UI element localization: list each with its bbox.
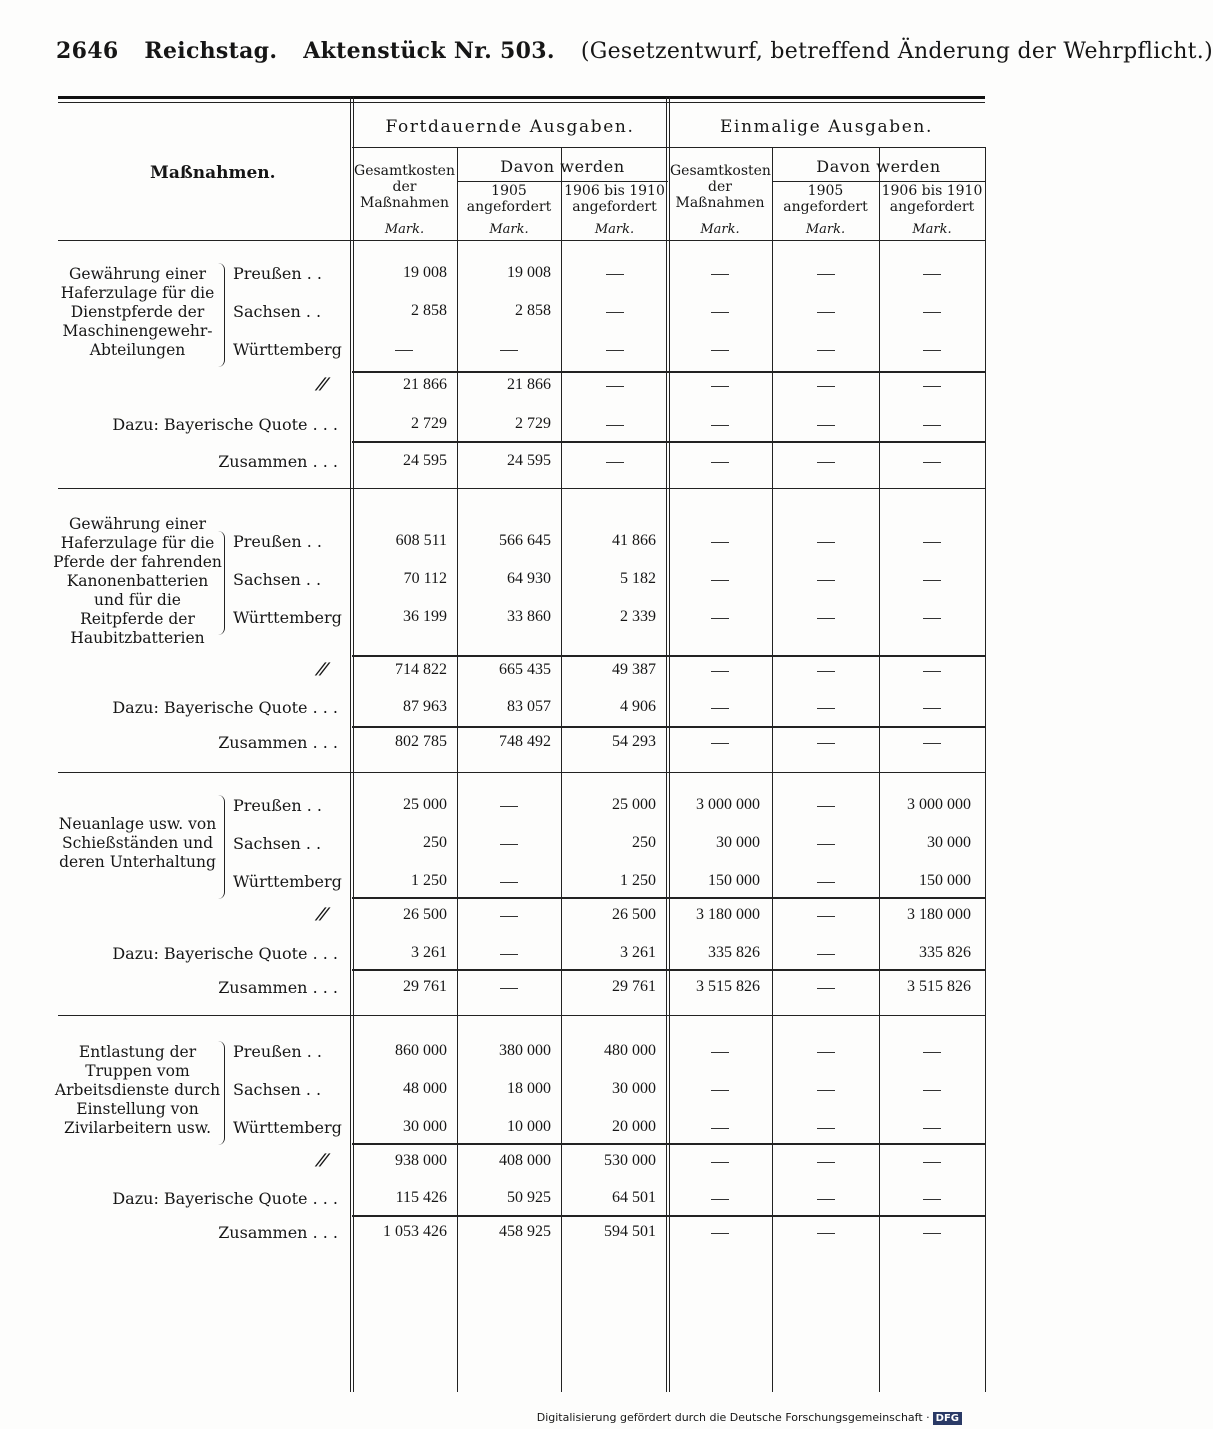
column-rule [457,147,458,1392]
empty-value-dash [500,882,518,883]
state-label: Sachsen . . [233,570,322,589]
bavarian-quota-label: Dazu: Bayerische Quote . . . [112,1189,338,1208]
table-cell-value: 3 261 [411,944,447,961]
subtotal-mark: // [313,659,331,678]
empty-value-dash [711,708,729,709]
table-cell-value: 150 000 [708,872,760,889]
table-cell-value: 480 000 [604,1042,656,1059]
table-cell-value: 25 000 [403,796,447,813]
state-label: Württemberg [233,872,342,891]
table-cell-value: 665 435 [499,661,551,678]
total-rule [352,726,985,728]
empty-value-dash [923,1052,941,1053]
empty-value-dash [817,350,835,351]
empty-value-dash [923,671,941,672]
empty-value-dash [817,1233,835,1234]
table-cell-value: 29 761 [403,978,447,995]
grouping-brace [216,795,225,899]
table-cell-value: 408 000 [499,1152,551,1169]
table-cell-value: 54 293 [612,733,656,750]
unit-label: Mark. [805,222,846,237]
table-cell-value: 30 000 [927,834,971,851]
empty-value-dash [711,618,729,619]
empty-value-dash [500,844,518,845]
empty-value-dash [500,350,518,351]
document-subject: (Gesetzentwurf, betreffend Änderung der Wehrpflicht.) [580,39,1213,64]
empty-value-dash [606,274,624,275]
footer-text: Digitalisierung gefördert durch die Deutsche Forschungsgemeinschaft · [536,1411,930,1424]
empty-value-dash [606,350,624,351]
empty-value-dash [817,1199,835,1200]
grouping-brace [216,263,225,367]
table-cell-value: 83 057 [507,698,551,715]
empty-value-dash [923,1233,941,1234]
empty-value-dash [395,350,413,351]
table-cell-value: 25 000 [612,796,656,813]
column-rule [772,147,773,1392]
table-cell-value: 380 000 [499,1042,551,1059]
table-cell-value: 33 860 [507,608,551,625]
table-cell-value: 2 339 [620,608,656,625]
empty-value-dash [817,988,835,989]
total-cost-header: Gesamtkosten der Maßnahmen [670,163,771,211]
subtotal-rule [352,371,985,373]
subheader-rule-a [457,181,668,182]
table-cell-value: 802 785 [395,733,447,750]
table-cell-value: 3 180 000 [907,906,971,923]
table-cell-value: 3 515 826 [696,978,760,995]
empty-value-dash [923,1162,941,1163]
empty-value-dash [500,806,518,807]
table-cell-value: 608 511 [395,532,447,549]
empty-value-dash [711,1128,729,1129]
table-cell-value: 70 112 [403,570,447,587]
table-cell-value: 3 515 826 [907,978,971,995]
table-cell-value: 36 199 [403,608,447,625]
requested-1906-1910-header: 1906 bis 1910 angefordert [564,183,665,215]
empty-value-dash [923,312,941,313]
empty-value-dash [923,350,941,351]
empty-value-dash [711,1090,729,1091]
table-cell-value: 748 492 [499,733,551,750]
table-cell-value: 19 008 [507,264,551,281]
measure-description: Gewährung einer Haferzulage für die Pferde der fahrenden Kanonenbatterien und für die Reitpferde der Haubitzbatterien [53,515,222,647]
table-cell-value: 860 000 [395,1042,447,1059]
column-rule [985,147,986,1392]
empty-value-dash [711,1162,729,1163]
empty-value-dash [711,386,729,387]
empty-value-dash [817,671,835,672]
empty-value-dash [817,580,835,581]
table-cell-value: 41 866 [612,532,656,549]
subtotal-rule [352,655,985,657]
bavarian-quota-label: Dazu: Bayerische Quote . . . [112,415,338,434]
empty-value-dash [500,988,518,989]
section-total-label: Zusammen . . . [218,733,338,752]
section-separator [58,488,985,489]
unit-label: Mark. [489,222,529,237]
table-cell-value: 594 501 [604,1223,656,1240]
column-rule [561,147,562,1392]
table-cell-value: 21 866 [403,376,447,393]
table-top-rule [58,96,985,99]
requested-1906-1910-header: 1906 bis 1910 angefordert [881,183,983,215]
empty-value-dash [711,1052,729,1053]
table-cell-value: 335 826 [708,944,760,961]
empty-value-dash [817,882,835,883]
table-cell-value: 714 822 [395,661,447,678]
subtotal-rule [352,897,985,899]
table-cell-value: 30 000 [716,834,760,851]
empty-value-dash [606,462,624,463]
total-rule [352,1215,985,1217]
empty-value-dash [817,916,835,917]
table-cell-value: 30 000 [612,1080,656,1097]
empty-value-dash [711,1233,729,1234]
empty-value-dash [817,386,835,387]
empty-value-dash [923,462,941,463]
table-cell-value: 10 000 [507,1118,551,1135]
of-which-header-onetime: Davon werden [816,157,941,176]
table-cell-value: 938 000 [395,1152,447,1169]
table-cell-value: 29 761 [612,978,656,995]
empty-value-dash [817,844,835,845]
requested-1905-header: 1905 angefordert [783,183,868,215]
empty-value-dash [500,916,518,917]
column-rule [350,97,354,1392]
section-total-label: Zusammen . . . [218,978,338,997]
table-cell-value: 5 182 [620,570,656,587]
table-cell-value: 2 858 [411,302,447,319]
page-number: 2646 [56,38,119,64]
empty-value-dash [923,1199,941,1200]
empty-value-dash [711,312,729,313]
table-cell-value: 20 000 [612,1118,656,1135]
one-time-expenditure-header: Einmalige Ausgaben. [720,117,933,137]
measures-header: Maßnahmen. [150,163,276,183]
table-cell-value: 150 000 [919,872,971,889]
header-bottom-rule [58,240,985,241]
bavarian-quota-label: Dazu: Bayerische Quote . . . [112,944,338,963]
table-cell-value: 458 925 [499,1223,551,1240]
table-cell-value: 26 500 [403,906,447,923]
empty-value-dash [606,312,624,313]
table-cell-value: 48 000 [403,1080,447,1097]
table-top-rule-thin [58,102,985,103]
state-label: Sachsen . . [233,834,322,853]
column-rule [879,147,880,1392]
state-label: Preußen . . [233,532,322,551]
empty-value-dash [817,312,835,313]
empty-value-dash [923,274,941,275]
empty-value-dash [711,580,729,581]
empty-value-dash [817,1128,835,1129]
empty-value-dash [817,618,835,619]
empty-value-dash [923,618,941,619]
table-cell-value: 64 501 [612,1189,656,1206]
unit-label: Mark. [700,222,740,237]
empty-value-dash [711,350,729,351]
empty-value-dash [817,542,835,543]
total-rule [352,969,985,971]
section-total-label: Zusammen . . . [218,1223,338,1242]
empty-value-dash [817,806,835,807]
empty-value-dash [711,274,729,275]
empty-value-dash [923,708,941,709]
table-cell-value: 30 000 [403,1118,447,1135]
empty-value-dash [606,386,624,387]
table-cell-value: 24 595 [403,452,447,469]
table-cell-value: 1 250 [620,872,656,889]
state-label: Württemberg [233,1118,342,1137]
grouping-brace [216,531,225,635]
subtotal-mark: // [313,904,331,923]
table-cell-value: 2 858 [515,302,551,319]
table-cell-value: 115 426 [395,1189,447,1206]
table-cell-value: 87 963 [403,698,447,715]
subtotal-mark: // [313,374,331,393]
table-cell-value: 21 866 [507,376,551,393]
empty-value-dash [711,743,729,744]
empty-value-dash [711,1199,729,1200]
empty-value-dash [923,743,941,744]
table-cell-value: 49 387 [612,661,656,678]
state-label: Sachsen . . [233,302,322,321]
table-cell-value: 1 053 426 [383,1223,447,1240]
subtotal-mark: // [313,1150,331,1169]
empty-value-dash [923,386,941,387]
empty-value-dash [711,542,729,543]
empty-value-dash [500,954,518,955]
section-separator [58,772,985,773]
table-cell-value: 2 729 [411,415,447,432]
empty-value-dash [923,580,941,581]
measure-description: Neuanlage usw. von Schießständen und deren Unterhaltung [58,815,217,871]
state-label: Württemberg [233,608,342,627]
total-cost-header: Gesamtkosten der Maßnahmen [354,163,455,211]
table-cell-value: 18 000 [507,1080,551,1097]
unit-label: Mark. [384,222,425,237]
table-cell-value: 3 261 [620,944,656,961]
section-total-label: Zusammen . . . [218,452,338,471]
empty-value-dash [817,708,835,709]
empty-value-dash [711,462,729,463]
table-cell-value: 4 906 [620,698,656,715]
grouping-brace [216,1041,225,1145]
empty-value-dash [923,542,941,543]
empty-value-dash [817,425,835,426]
table-cell-value: 26 500 [612,906,656,923]
measure-description: Gewährung einer Haferzulage für die Dienstpferde der Maschinengewehr-Abteilungen [60,265,215,359]
table-cell-value: 250 [423,834,447,851]
measure-description: Entlastung der Truppen vom Arbeitsdienste durch Einstellung von Zivilarbeitern usw. [54,1043,221,1137]
empty-value-dash [923,425,941,426]
document-number: Aktenstück Nr. 503. [303,38,555,64]
section-separator [58,1015,985,1016]
empty-value-dash [606,425,624,426]
total-rule [352,441,985,443]
empty-value-dash [817,1162,835,1163]
dfg-logo: DFG [933,1412,962,1425]
table-cell-value: 530 000 [604,1152,656,1169]
table-cell-value: 335 826 [919,944,971,961]
table-cell-value: 566 645 [499,532,551,549]
table-cell-value: 64 930 [507,570,551,587]
empty-value-dash [817,1090,835,1091]
table-cell-value: 3 180 000 [696,906,760,923]
empty-value-dash [817,954,835,955]
empty-value-dash [923,1128,941,1129]
state-label: Württemberg [233,340,342,359]
table-cell-value: 50 925 [507,1189,551,1206]
unit-label: Mark. [594,222,635,237]
table-cell-value: 1 250 [411,872,447,889]
table-cell-value: 19 008 [403,264,447,281]
empty-value-dash [817,462,835,463]
empty-value-dash [923,1090,941,1091]
empty-value-dash [817,274,835,275]
state-label: Sachsen . . [233,1080,322,1099]
table-cell-value: 3 000 000 [907,796,971,813]
digitization-credit [537,1411,962,1425]
bavarian-quota-label: Dazu: Bayerische Quote . . . [112,698,338,717]
empty-value-dash [711,671,729,672]
empty-value-dash [817,743,835,744]
empty-value-dash [711,425,729,426]
column-rule [666,97,670,1392]
table-cell-value: 24 595 [507,452,551,469]
table-cell-value: 250 [632,834,656,851]
page-header [56,38,1213,64]
state-label: Preußen . . [233,796,322,815]
state-label: Preußen . . [233,1042,322,1061]
requested-1905-header: 1905 angefordert [466,183,552,215]
publication-title: Reichstag. [144,38,278,64]
recurring-expenditure-header: Fortdauernde Ausgaben. [385,117,635,137]
table-cell-value: 3 000 000 [696,796,760,813]
unit-label: Mark. [912,222,952,237]
of-which-header-recurring: Davon werden [500,157,625,176]
empty-value-dash [817,1052,835,1053]
table-cell-value: 2 729 [515,415,551,432]
state-label: Preußen . . [233,264,322,283]
subtotal-rule [352,1143,985,1145]
